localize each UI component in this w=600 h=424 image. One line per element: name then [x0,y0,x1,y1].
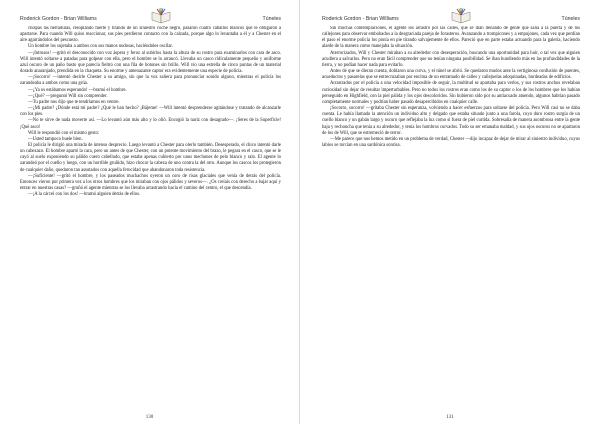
paragraph: —¿Ya os estábamos esperando! —bramó el hombre. [28,87,127,93]
paragraph: Will le respondió con el mismo gesto: [28,130,100,136]
paragraph: ¡Socorro, socorro! —gritaba Chester sin esperanza, volviendo a hacer esfuerzos para soltarse del policía. Pero Will casi no se daba cuenta. Le había llamado la atención un individuo alto y delgado que estaba situado junto a una farola, cuyo duro rostro surgía de un cuello blanco y un gabán largo y oscuro que reflejaba la luz como si fuera de piel curtida. Sobresalía de manera asombrosa entre la gente baja y rechoncha que tenía a su alrededor, y tenía los hombros curvados. Todo su ser emanaba maldad, y sus ojos oscuros no se apartaron de los de Will, que se estremeció de terror. [322,106,580,136]
header-authors: Roderick Gordon - Brian Williams [322,16,399,22]
body-text [20,26,281,412]
open-book-logo-icon [450,8,472,24]
page-number: 131 [446,415,454,420]
paragraph: Arrastrados por el policía a una velocidad imposible de seguir, la multitud se apartaba para verlos, y sus rostros anchos revelaban curiosidad sin dejar de resultar imperturbables. Pero no todos los rostros eran como los de su captor o los de los hombres que los habían perseguido en Highfield, con la piel pálida y los ojos descoloridos. Sin hubieron sido por su antiacuado atuendo, algunos habrían pasado completamente normales y podrían haber pasado desapercibidos en cualquier calle. [322,81,580,105]
body-text [322,26,580,412]
header-authors: Roderick Gordon - Brian Williams [20,16,97,22]
paragraph: chispas las herraduras, resoplando fuerte y tirando de un siniestro coche negro, pasaron cuatro caballos blancos que le obligaron a apartarse. Para cuando Will quiso reaccionar, sus pies perdieron contacto con la calzada, porque algo lo levantaba a él y a Chester en el aire agarrándolos del pescuezo. [20,26,281,44]
paragraph: —Me parece que nos hemos metido en un problema de verdad, Chester —dijo incapaz de dejar de mirar al siniestro individuo, cuyos labios se torcían en una sardónica sonrisa. [322,136,580,148]
page-number: 130 [145,415,154,420]
paragraph: —No te sirve de nada moverte así. —Lo levantó aún más alto y lo olió. Encogió la nariz con desagrado—. ¡Seres de la Superficie! ¡Qué asco! [20,118,281,130]
paragraph: —¡Suficiente! —gritó el hombre, y los paseados muchachos oyeron un coro de risas glaciales que venía de detrás del policía. Entonces vieron por primera vez a los otros hombres que los miraban con ojos pálidos y severos—. ¿Os creíais con derecho a bajar aquí y entrar en nuestras casas? —gruñó el agente mientras se los llevaba arrastrando hacia el camino del centro, el que descendía. [20,173,281,192]
header-title: Túneles [262,16,281,22]
paragraph: —Tu padre nos dijo que te tendríamos en ventre. [28,99,120,105]
paragraph: Antes de que se dieran cuenta, doblaron una curva, y el túnel se abrió. Se quedaron mudos ante la vertiginosa confusión de puentes, acueductos y pasarelas que se entrecruzaban por encima de un entramado de calles y callejuelas adoquinadas, bordeadas de edificios. [322,69,580,81]
paragraph: —¿Qué? —preguntó Will sin comprender. [28,93,108,99]
paragraph: Sin muchas contemplaciones, el agente los arrastró por las calles, que se iban llenando de gente que salía a la puerta y de los callejones para observar embobados a la desgraciada pareja de forasteros. Avanzando a trompicones y a empujones, cada vez que perdían el paso el enorme policía los ponía en pie tirando salvajemente de ellos. Pareció que en parte estaba actuando para la galería, haciendo alarde de la manera como manejaba la situación. [322,26,580,50]
paragraph: —¡A la cárcel con los dos! —bramó alguien detrás de ellos. [28,192,141,198]
header-title: Túneles [561,16,580,22]
right-page [300,0,600,424]
paragraph: El policía le dirigió una mirada de intenso desprecio. Luego levantó a Chester para olerlo también. Desesperado, el chico intentó darle un cabezazo. El hombre apartó la cara, pero un antes de que Chester, con un potente movimiento del brazo, le pegara en el casco, que se le cayó al suelo exponiendo su pálido cuero cabelludo, que estaba apenas cubierto por unos mechones de pelo blanco y ralo. El agente lo zarandeó por el cuello y luego, con un horrible gruñido, hizo chocar la cabeza de uno contra la del otro. Aunque los cascos los protegieron de cualquier daño, quedaron tan asustados con aquella ferocidad que abandonaron toda resistencia. [20,142,281,173]
paragraph: —¿Mi padre? ¿Dónde está mi padre? ¿Qué le han hecho? ¡Bájeme! —Will intentó desprenderse agitándose y tratando de alcanzarle con los pies. [20,106,281,118]
paragraph: Un hombre los sujetaba a ambos con sus manos nudosas, haciéndoles oscilar. [28,44,173,50]
paragraph: —¡Intrusos! —gritó el desconocido con voz áspera y feroz al subirlos hasta la altura de su rostro para examinarlos con cara de asco. Will intentó soltarse a patadas para golpear con ella, pero el hombre se lo arrancó. Llevaba un casco ridículamente pequeño y uniforme azul oscuro de un paño basto que parecía fieltro con una fila de botones sin brillo. Will vio una estrella de cinco puntas de un material dorado anaranjado, prendida en la chaqueta. Su enorme y amenazante captor era evidentemente una especie de policía. [20,50,281,75]
paragraph: —¡Socorro! —intentó decirle Chester a su amigo, sin que la voz saliera para pronunciar sonido alguno, mientras el policía los zarandeaba a ambos como una grúa. [20,75,281,87]
paragraph: —Usted tampoco huele bien. [28,136,83,142]
open-book-logo-icon [150,8,172,24]
running-header [20,8,281,26]
paragraph: Aterrorizados, Will y Chester miraban a su alrededor con desesperación, buscando una oportunidad para huir, o tal vez que alguien acudiera a salvarlos. Pero no eran fácil comprender que no tenían ninguna posibilidad. Se iban hundiendo más en las profundidades de la tierra, y no podían hacer nada para evitarlo. [322,50,580,68]
running-header [322,8,580,26]
